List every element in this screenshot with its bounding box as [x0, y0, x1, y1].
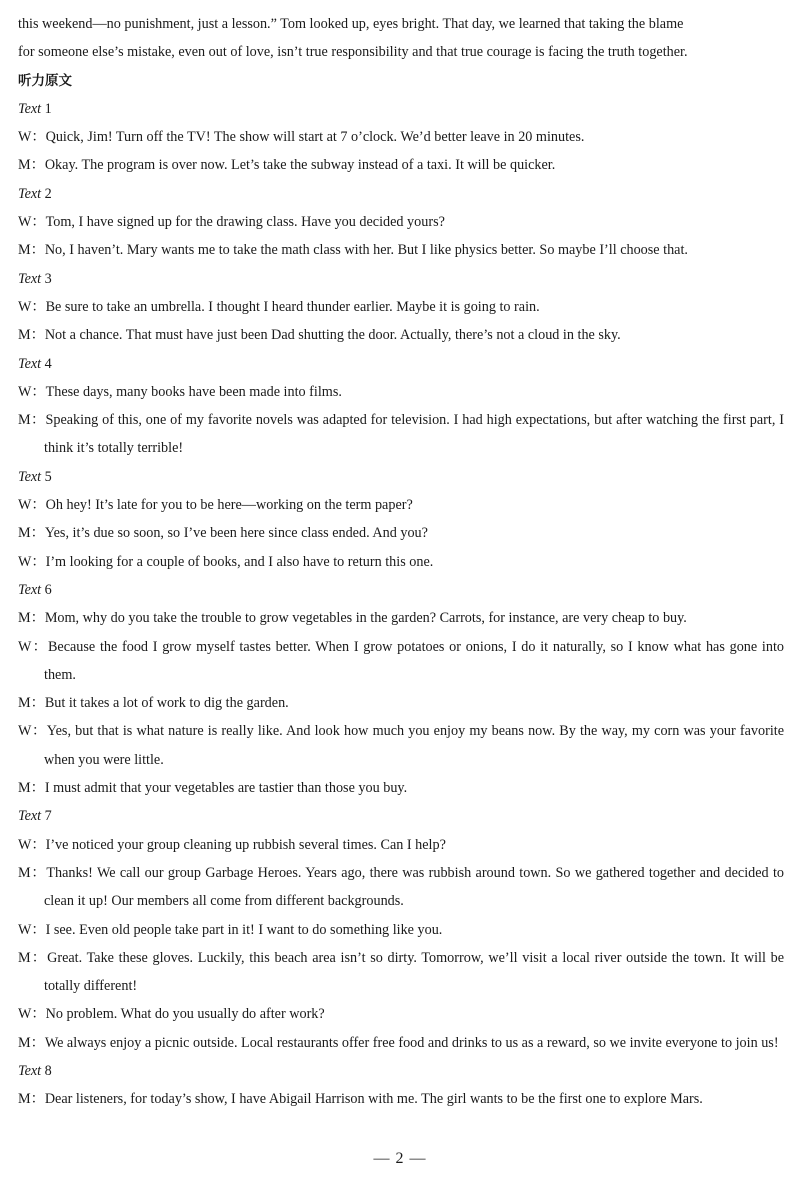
dialogue-text: Oh hey! It’s late for you to be here—working on the term paper? — [45, 497, 413, 514]
text-label-1 — [18, 95, 784, 123]
dialogue-turn — [18, 1029, 784, 1057]
speaker-label: W： — [18, 638, 48, 655]
text-label-word: Text — [18, 468, 42, 485]
text-label-word: Text — [18, 185, 42, 202]
dialogue-turn — [18, 293, 784, 321]
speaker-label: M： — [18, 157, 45, 174]
dialogue-text: Mom, why do you take the trouble to grow vegetables in the garden? Carrots, for instance, are very cheap to buy. — [44, 610, 687, 627]
text-label-number: 7 — [44, 808, 52, 825]
text-label-2 — [18, 180, 784, 208]
dialogue-text: No, I haven’t. Mary wants me to take the math class with her. But I like physics better. So maybe I’ll choose that. — [44, 242, 688, 259]
dialogue-text: But it takes a lot of work to dig the garden. — [44, 695, 289, 712]
text-label-word: Text — [18, 1062, 42, 1079]
text-label-8 — [18, 1057, 784, 1085]
dialogue-text: Okay. The program is over now. Let’s take the subway instead of a taxi. It will be quicker. — [44, 157, 556, 174]
dialogue-text: Dear listeners, for today’s show, I have Abigail Harrison with me. The girl wants to be the first one to explore Mars. — [44, 1091, 703, 1108]
dialogue-text: Because the food I grow myself tastes better. When I grow potatoes or onions, I do it naturally, so I know what has gone into them. — [44, 638, 784, 683]
text-label-4 — [18, 350, 784, 378]
speaker-label: M： — [18, 1034, 45, 1051]
dialogue-turn — [18, 774, 784, 802]
text-label-word: Text — [18, 270, 42, 287]
speaker-label: W： — [18, 129, 46, 146]
text-label-6 — [18, 576, 784, 604]
text-label-number: 8 — [44, 1062, 52, 1079]
dialogue-turn — [18, 831, 784, 859]
dialogue-text: I’m looking for a couple of books, and I also have to return this one. — [45, 553, 434, 570]
dialogue-text: No problem. What do you usually do after work? — [45, 1006, 325, 1023]
text-label-word: Text — [18, 808, 42, 825]
speaker-label: M： — [18, 610, 45, 627]
speaker-label: W： — [18, 214, 46, 231]
speaker-label: W： — [18, 553, 46, 570]
text-label-number: 3 — [44, 270, 52, 287]
text-label-number: 1 — [44, 100, 52, 117]
dialogue-turn — [18, 604, 784, 632]
text-label-number: 6 — [44, 581, 52, 598]
dialogue-text: Thanks! We call our group Garbage Heroes. Years ago, there was rubbish around town. So we gathered together and decided to clean it up! Our members all come from different backgrounds. — [44, 864, 784, 910]
section-title: 听力原文 — [18, 72, 72, 89]
dialogue-turn — [18, 689, 784, 717]
text-label-word: Text — [18, 355, 42, 372]
dialogue-turn — [18, 321, 784, 349]
dialogue-turn — [18, 123, 784, 151]
dialogue-text: I must admit that your vegetables are tastier than those you buy. — [44, 780, 408, 797]
speaker-label: W： — [18, 383, 46, 400]
transcript-body — [18, 95, 784, 1114]
dialogue-text: I see. Even old people take part in it! I want to do something like you. — [45, 921, 443, 938]
intro-line-1: this weekend—no punishment, just a lesson.” Tom looked up, eyes bright. That day, we learned that taking the blame — [18, 16, 684, 32]
dialogue-turn — [18, 236, 784, 264]
dialogue-turn — [18, 208, 784, 236]
speaker-label: M： — [18, 780, 45, 797]
speaker-label: W： — [18, 298, 46, 315]
dialogue-text: I’ve noticed your group cleaning up rubbish several times. Can I help? — [45, 836, 446, 853]
speaker-label: W： — [18, 1006, 46, 1023]
dialogue-turn — [18, 491, 784, 519]
speaker-label: W： — [18, 921, 46, 938]
dialogue-turn — [18, 633, 784, 690]
dialogue-text: Not a chance. That must have just been Dad shutting the door. Actually, there’s not a cloud in the sky. — [44, 327, 621, 344]
dialogue-text: These days, many books have been made into films. — [45, 383, 342, 400]
dialogue-turn — [18, 378, 784, 406]
speaker-label: M： — [18, 1091, 45, 1108]
dialogue-text: Speaking of this, one of my favorite novels was adapted for television. I had high expectations, but after watching the first part, I think it’s totally terrible! — [44, 412, 784, 457]
text-label-number: 2 — [44, 185, 52, 202]
intro-line-2: for someone else’s mistake, even out of love, isn’t true responsibility and that true courage is facing the truth together. — [18, 44, 688, 61]
page-number: — 2 — — [373, 1150, 427, 1167]
speaker-label: W： — [18, 723, 47, 740]
dialogue-text: Great. Take these gloves. Luckily, this beach area isn’t so dirty. Tomorrow, we’ll visit a local river outside the town. It will be totally different! — [44, 949, 784, 995]
speaker-label: M： — [18, 525, 45, 542]
dialogue-text: Tom, I have signed up for the drawing class. Have you decided yours? — [45, 214, 445, 231]
speaker-label: W： — [18, 497, 46, 514]
speaker-label: M： — [18, 327, 45, 344]
dialogue-text: Yes, but that is what nature is really like. And look how much you enjoy my beans now. By the way, my corn was your favorite when you were little. — [44, 723, 784, 768]
dialogue-turn — [18, 916, 784, 944]
dialogue-turn — [18, 1085, 784, 1113]
document-page — [18, 10, 784, 1114]
text-label-number: 5 — [44, 468, 52, 485]
dialogue-turn — [18, 717, 784, 774]
dialogue-turn — [18, 859, 784, 916]
dialogue-turn — [18, 548, 784, 576]
dialogue-text: Be sure to take an umbrella. I thought I heard thunder earlier. Maybe it is going to rain. — [45, 298, 540, 315]
dialogue-turn — [18, 1000, 784, 1028]
dialogue-text: We always enjoy a picnic outside. Local restaurants offer free food and drinks to us as a reward, so we invite everyone to join us! — [44, 1034, 779, 1051]
dialogue-turn — [18, 944, 784, 1001]
speaker-label: W： — [18, 836, 46, 853]
speaker-label: M： — [18, 242, 45, 259]
dialogue-text: Quick, Jim! Turn off the TV! The show will start at 7 o’clock. We’d better leave in 20 minutes. — [45, 129, 585, 146]
speaker-label: M： — [18, 412, 46, 429]
text-label-5 — [18, 463, 784, 491]
text-label-number: 4 — [44, 355, 52, 372]
dialogue-turn — [18, 406, 784, 463]
dialogue-turn — [18, 151, 784, 179]
text-label-7 — [18, 802, 784, 830]
speaker-label: M： — [18, 695, 45, 712]
text-label-3 — [18, 265, 784, 293]
speaker-label: M： — [18, 864, 47, 881]
text-label-word: Text — [18, 100, 42, 117]
dialogue-turn — [18, 519, 784, 547]
dialogue-text: Yes, it’s due so soon, so I’ve been here since class ended. And you? — [44, 525, 428, 542]
text-label-word: Text — [18, 581, 42, 598]
speaker-label: M： — [18, 949, 48, 966]
